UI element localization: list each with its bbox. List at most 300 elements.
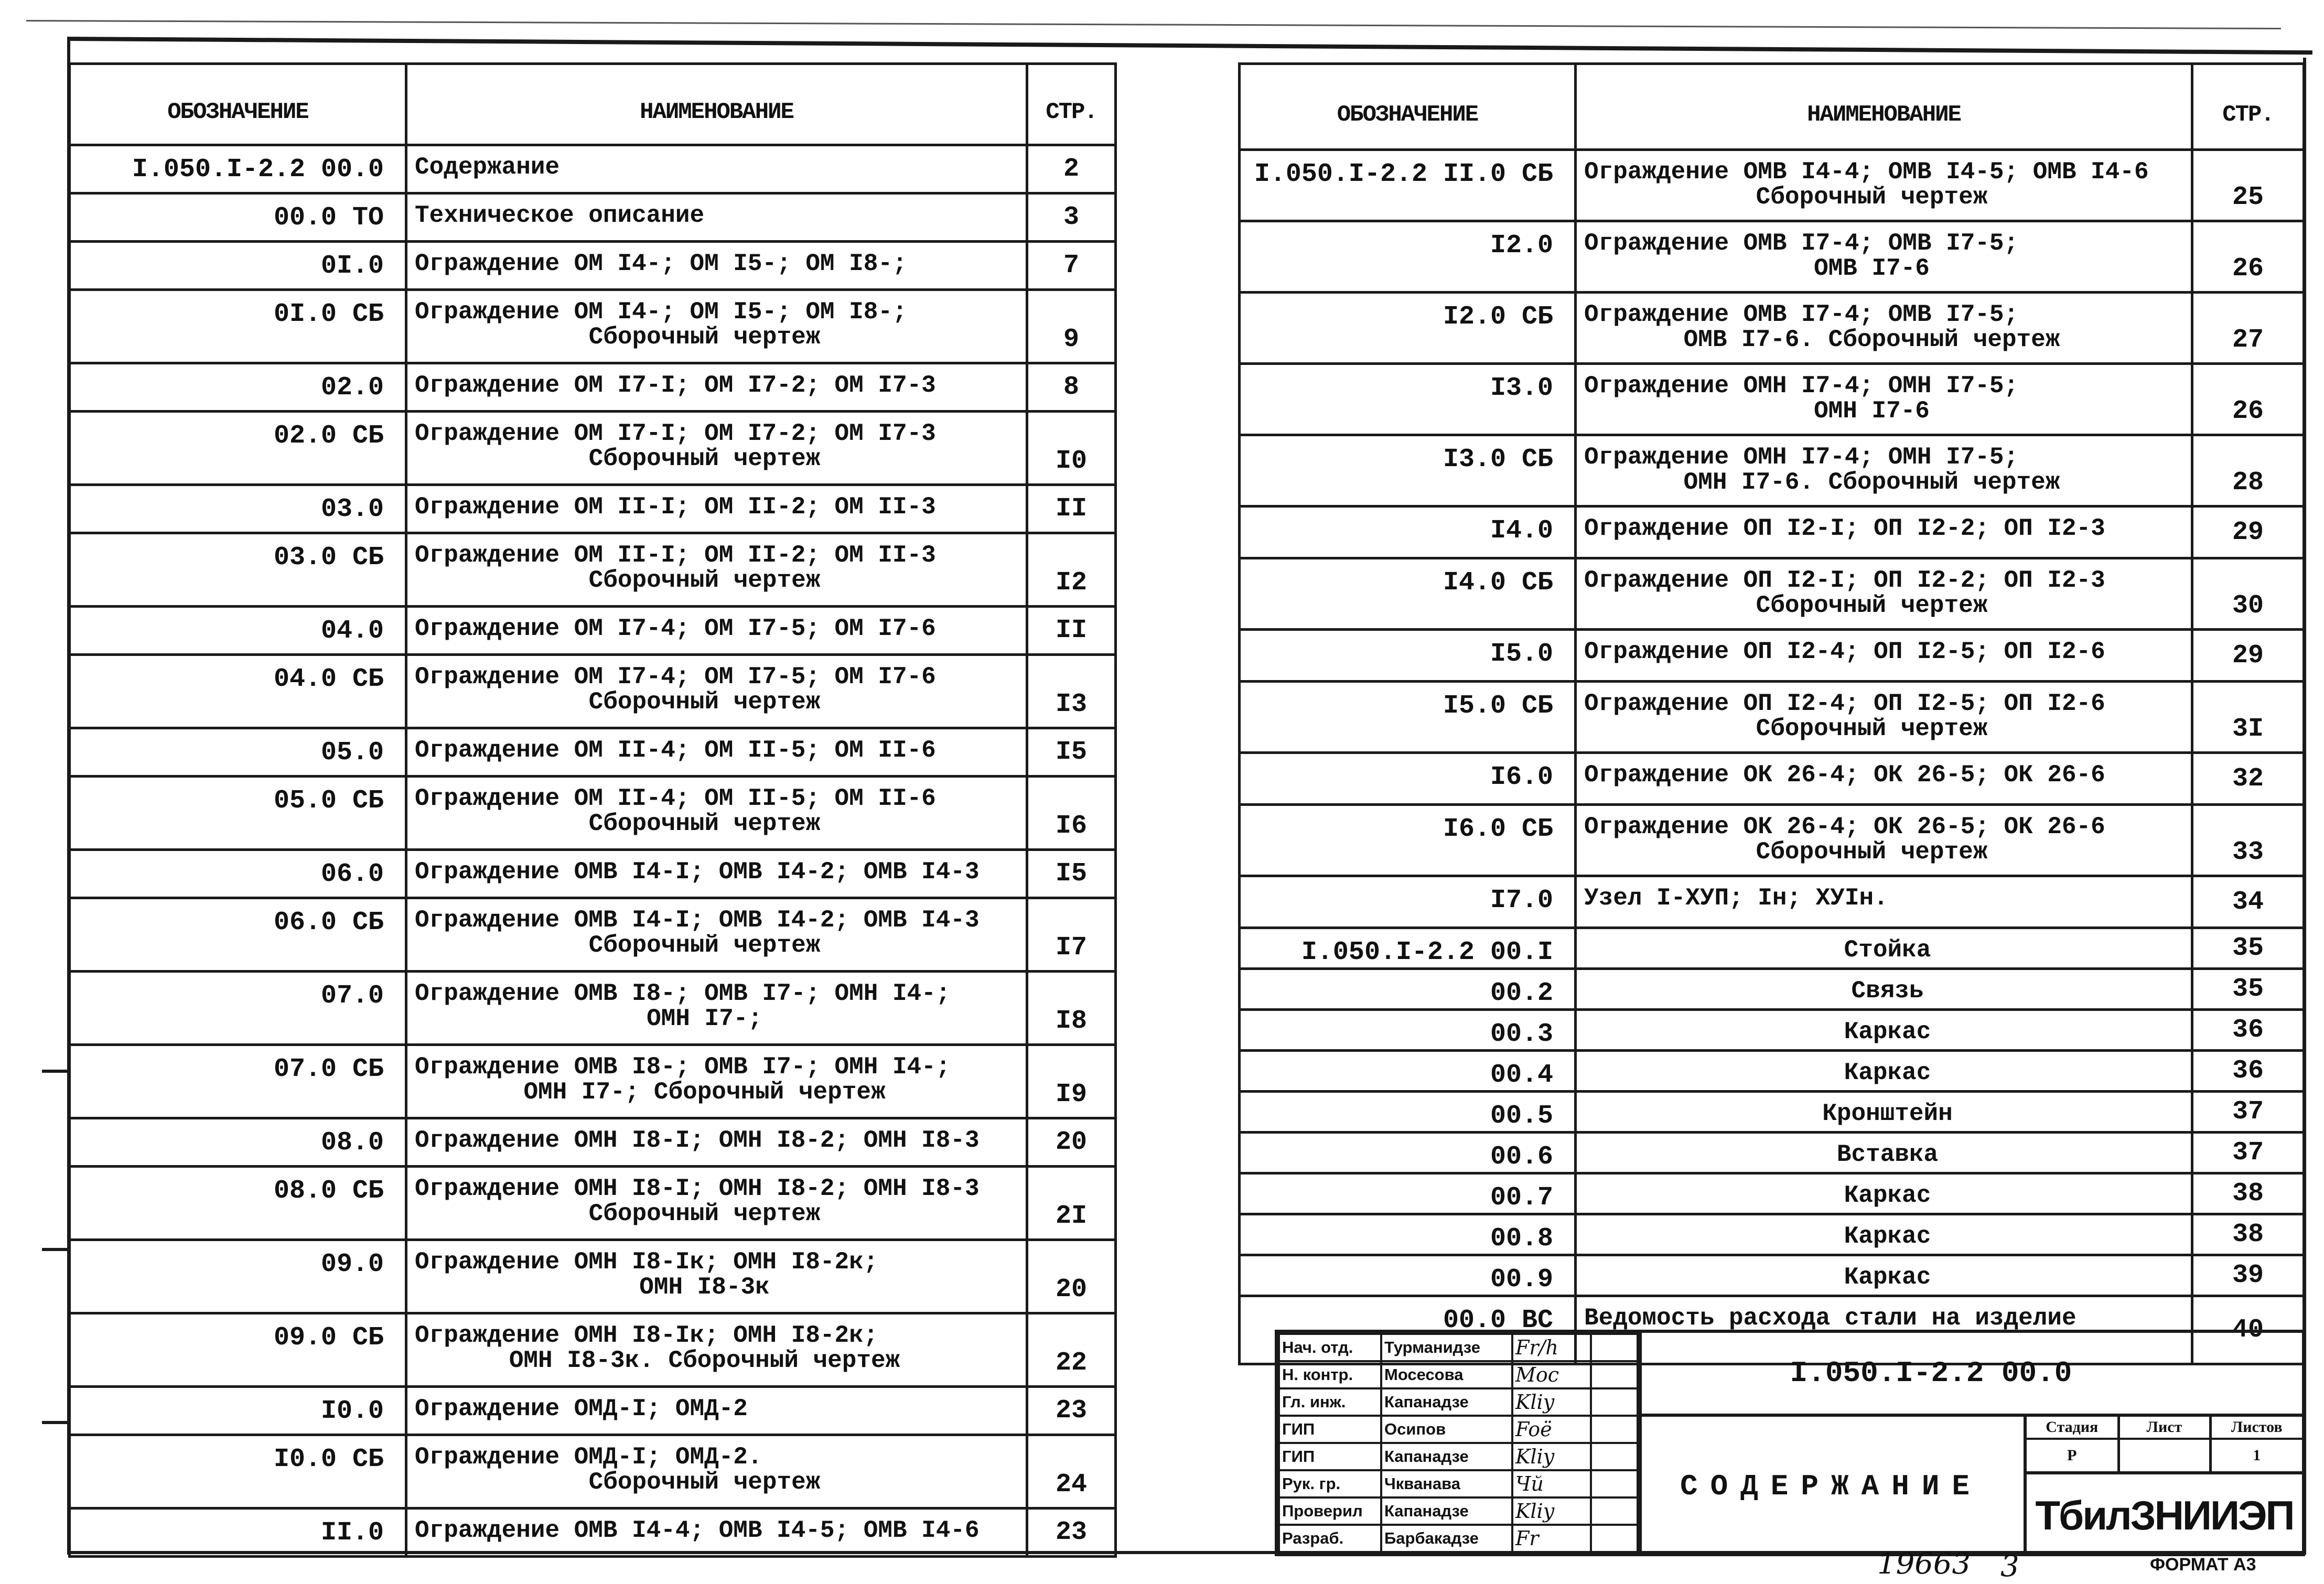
frame-top-border bbox=[68, 37, 2312, 55]
signature-row bbox=[1279, 1416, 1638, 1443]
page-cell: 20 bbox=[1027, 1240, 1116, 1313]
signature-row bbox=[1279, 1443, 1638, 1470]
signature-row bbox=[1279, 1525, 1638, 1552]
name-line-continuation: Сборочный чертеж bbox=[1756, 715, 1988, 742]
role-cell: Н. контр. bbox=[1279, 1361, 1381, 1388]
designation-cell: I.050.I-2.2 00.I bbox=[1240, 928, 1576, 969]
name-cell bbox=[406, 145, 1027, 193]
person-cell: Капанадзе bbox=[1381, 1497, 1512, 1525]
designation-cell: 08.0 СБ bbox=[70, 1167, 406, 1240]
table-row bbox=[1240, 1092, 2304, 1133]
role-cell: Разраб. bbox=[1279, 1525, 1381, 1552]
signature-row bbox=[1279, 1334, 1638, 1361]
stage-value: Р bbox=[2027, 1439, 2118, 1471]
name-cell bbox=[1576, 682, 2192, 753]
date-cell bbox=[1591, 1470, 1638, 1497]
designation-cell: 00.2 bbox=[1240, 969, 1576, 1010]
name-cell bbox=[1576, 558, 2192, 630]
page-cell: 24 bbox=[1027, 1435, 1116, 1508]
page-cell: I8 bbox=[1027, 972, 1116, 1045]
name-line: Каркас bbox=[1844, 1059, 1931, 1086]
name-line-continuation: ОМН I7-; bbox=[647, 1005, 762, 1032]
name-line: Каркас bbox=[1844, 1018, 1931, 1046]
date-cell bbox=[1591, 1388, 1638, 1416]
name-line-continuation: Сборочный чертеж bbox=[588, 810, 821, 837]
designation-cell: 00.7 bbox=[1240, 1173, 1576, 1214]
table-row bbox=[1240, 1010, 2304, 1051]
name-cell bbox=[406, 533, 1027, 607]
table-row bbox=[70, 145, 1116, 193]
designation-cell: I6.0 bbox=[1240, 753, 1576, 805]
designation-cell: I4.0 СБ bbox=[1240, 558, 1576, 630]
designation-cell: 04.0 СБ bbox=[70, 655, 406, 728]
name-cell bbox=[406, 1508, 1027, 1557]
name-line-continuation: Сборочный чертеж bbox=[588, 1200, 821, 1227]
name-line-continuation: ОМВ I7-6 bbox=[1814, 255, 1930, 282]
name-cell bbox=[406, 1167, 1027, 1240]
signature: Kliy bbox=[1512, 1388, 1591, 1416]
name-line: Ограждение ОМ II-I; ОМ II-2; ОМ II-3 bbox=[415, 542, 936, 569]
page-cell: 40 bbox=[2192, 1296, 2304, 1364]
page-cell: 27 bbox=[2192, 293, 2304, 364]
designation-cell: 03.0 СБ bbox=[70, 533, 406, 607]
name-line: Ограждение ОП I2-I; ОП I2-2; ОП I2-3 bbox=[1584, 567, 2105, 594]
table-row bbox=[1240, 293, 2304, 364]
name-cell bbox=[406, 1387, 1027, 1435]
page-cell: 8 bbox=[1027, 363, 1116, 412]
designation-cell: 02.0 bbox=[70, 363, 406, 412]
page-cell: 23 bbox=[1027, 1387, 1116, 1435]
name-line-continuation: ОМВ I7-6. Сборочный чертеж bbox=[1683, 326, 2060, 353]
name-cell bbox=[406, 1045, 1027, 1118]
name-cell bbox=[406, 898, 1027, 972]
name-cell bbox=[1576, 1051, 2192, 1092]
table-row bbox=[1240, 1133, 2304, 1173]
name-cell bbox=[1576, 1133, 2192, 1173]
name-line: Вставка bbox=[1836, 1141, 1939, 1168]
sheet-value bbox=[2118, 1439, 2210, 1471]
date-cell bbox=[1591, 1443, 1638, 1470]
name-cell bbox=[406, 363, 1027, 412]
name-line: Ограждение ОМН I8-I; ОМН I8-2; ОМН I8-3 bbox=[415, 1175, 980, 1202]
stage-label: Стадия bbox=[2027, 1417, 2118, 1439]
name-cell bbox=[1576, 364, 2192, 435]
name-line: Ограждение ОМ II-I; ОМ II-2; ОМ II-3 bbox=[415, 493, 936, 521]
table-row bbox=[70, 1508, 1116, 1557]
designation-cell: 04.0 bbox=[70, 607, 406, 655]
designation-cell: I4.0 bbox=[1240, 507, 1576, 558]
page-cell: 9 bbox=[1027, 290, 1116, 363]
name-cell bbox=[406, 777, 1027, 850]
designation-cell: 09.0 bbox=[70, 1240, 406, 1313]
signature: Kliy bbox=[1512, 1497, 1591, 1525]
page-cell: I2 bbox=[1027, 533, 1116, 607]
name-line: Ограждение ОМВ I4-4; ОМВ I4-5; ОМВ I4-6 bbox=[415, 1517, 980, 1544]
designation-cell: II.0 bbox=[70, 1508, 406, 1557]
table-row bbox=[1240, 805, 2304, 876]
person-cell: Капанадзе bbox=[1381, 1388, 1512, 1416]
document-code: I.050.I-2.2 00.0 bbox=[1639, 1333, 2302, 1417]
page-cell: I9 bbox=[1027, 1045, 1116, 1118]
name-cell bbox=[1576, 435, 2192, 507]
page-cell: II bbox=[1027, 485, 1116, 533]
name-line: Ограждение ОМ I4-; ОМ I5-; ОМ I8-; bbox=[415, 250, 907, 277]
table-row bbox=[70, 412, 1116, 485]
name-cell bbox=[1576, 150, 2192, 221]
page-cell: 22 bbox=[1027, 1313, 1116, 1387]
designation-cell: 00.8 bbox=[1240, 1214, 1576, 1255]
designation-cell: 00.6 bbox=[1240, 1133, 1576, 1173]
table-row bbox=[70, 850, 1116, 898]
binding-mark bbox=[42, 1248, 68, 1251]
page-cell: I6 bbox=[1027, 777, 1116, 850]
name-cell bbox=[406, 1435, 1027, 1508]
name-cell bbox=[406, 485, 1027, 533]
name-cell bbox=[406, 1313, 1027, 1387]
column-header-name: НАИМЕНОВАНИЕ bbox=[1576, 64, 2192, 150]
name-line-continuation: Сборочный чертеж bbox=[588, 567, 821, 594]
page-cell: 37 bbox=[2192, 1133, 2304, 1173]
name-line: Ограждение ОК 26-4; ОК 26-5; ОК 26-6 bbox=[1584, 761, 2105, 789]
designation-cell: I7.0 bbox=[1240, 876, 1576, 928]
date-cell bbox=[1591, 1416, 1638, 1443]
name-line: Ведомость расхода стали на изделие bbox=[1584, 1305, 2076, 1332]
page-cell: 35 bbox=[2192, 969, 2304, 1010]
name-cell bbox=[1576, 1255, 2192, 1296]
page-cell: 34 bbox=[2192, 876, 2304, 928]
role-cell: ГИП bbox=[1279, 1443, 1381, 1470]
person-cell: Осипов bbox=[1381, 1416, 1512, 1443]
name-line: Каркас bbox=[1844, 1182, 1931, 1209]
name-cell bbox=[1576, 1214, 2192, 1255]
designation-cell: I.050.I-2.2 II.0 СБ bbox=[1240, 150, 1576, 221]
name-line: Ограждение ОМВ I7-4; ОМВ I7-5; bbox=[1584, 230, 2019, 257]
name-line-continuation: ОМН I7-; Сборочный чертеж bbox=[523, 1079, 886, 1106]
table-row bbox=[1240, 1214, 2304, 1255]
page-cell: 32 bbox=[2192, 753, 2304, 805]
designation-cell: I3.0 СБ bbox=[1240, 435, 1576, 507]
table-row bbox=[1240, 682, 2304, 753]
name-cell bbox=[406, 412, 1027, 485]
name-cell bbox=[1576, 969, 2192, 1010]
designation-cell: 0I.0 СБ bbox=[70, 290, 406, 363]
designation-cell: 00.9 bbox=[1240, 1255, 1576, 1296]
designation-cell: 09.0 СБ bbox=[70, 1313, 406, 1387]
table-row bbox=[70, 1435, 1116, 1508]
column-header-name: НАИМЕНОВАНИЕ bbox=[406, 64, 1027, 145]
table-row bbox=[70, 533, 1116, 607]
paper-format: ФОРМАТ А3 bbox=[2150, 1555, 2256, 1575]
designation-cell: 06.0 СБ bbox=[70, 898, 406, 972]
name-line-continuation: ОМН I7-6. Сборочный чертеж bbox=[1683, 469, 2060, 496]
name-line: Ограждение ОМВ I8-; ОМВ I7-; ОМН I4-; bbox=[415, 980, 951, 1007]
table-row bbox=[1240, 435, 2304, 507]
name-line: Каркас bbox=[1844, 1264, 1931, 1291]
name-line-continuation: Сборочный чертеж bbox=[588, 932, 821, 959]
name-line-continuation: Сборочный чертеж bbox=[588, 688, 821, 716]
name-cell bbox=[1576, 876, 2192, 928]
name-line: Ограждение ОМН I8-Iк; ОМН I8-2к; bbox=[415, 1248, 878, 1276]
page-cell: 29 bbox=[2192, 630, 2304, 682]
table-row bbox=[70, 1118, 1116, 1167]
name-cell bbox=[1576, 805, 2192, 876]
page-cell: I5 bbox=[1027, 850, 1116, 898]
table-row bbox=[1240, 1173, 2304, 1214]
signature: Moc bbox=[1512, 1361, 1591, 1388]
name-line: Ограждение ОМВ I7-4; ОМВ I7-5; bbox=[1584, 301, 2019, 328]
name-line: Ограждение ОМ I7-4; ОМ I7-5; ОМ I7-6 bbox=[415, 663, 936, 691]
table-row bbox=[1240, 630, 2304, 682]
name-cell bbox=[1576, 1173, 2192, 1214]
name-line-continuation: Сборочный чертеж bbox=[588, 445, 821, 472]
document-title: СОДЕРЖАНИЕ bbox=[1639, 1417, 2027, 1556]
page-cell: 29 bbox=[2192, 507, 2304, 558]
page-cell: 2 bbox=[1027, 145, 1116, 193]
designation-cell: 07.0 СБ bbox=[70, 1045, 406, 1118]
designation-cell: I.050.I-2.2 00.0 bbox=[70, 145, 406, 193]
name-cell bbox=[406, 728, 1027, 777]
column-header-designation: ОБОЗНАЧЕНИЕ bbox=[70, 64, 406, 145]
name-line: Ограждение ОМВ I4-4; ОМВ I4-5; ОМВ I4-6 bbox=[1584, 158, 2149, 186]
name-line: Каркас bbox=[1844, 1223, 1931, 1250]
name-line: Связь bbox=[1851, 977, 1924, 1005]
designation-cell: I3.0 bbox=[1240, 364, 1576, 435]
signature-row bbox=[1279, 1497, 1638, 1525]
name-line-continuation: ОМН I8-3к bbox=[639, 1274, 770, 1301]
name-line: Ограждение ОМН I7-4; ОМН I7-5; bbox=[1584, 444, 2019, 471]
table-row bbox=[1240, 876, 2304, 928]
designation-cell: I2.0 СБ bbox=[1240, 293, 1576, 364]
name-line: Ограждение ОМД-I; ОМД-2. bbox=[415, 1443, 762, 1471]
table-row bbox=[1240, 928, 2304, 969]
role-cell: Нач. отд. bbox=[1279, 1334, 1381, 1361]
name-cell bbox=[406, 1118, 1027, 1167]
name-line: Кронштейн bbox=[1822, 1100, 1953, 1127]
signature: Kliy bbox=[1512, 1443, 1591, 1470]
page-cell: 35 bbox=[2192, 928, 2304, 969]
page-cell: 28 bbox=[2192, 435, 2304, 507]
name-cell bbox=[406, 193, 1027, 242]
person-cell: Чкванава bbox=[1381, 1470, 1512, 1497]
name-line-continuation: ОМН I8-3к. Сборочный чертеж bbox=[509, 1347, 900, 1374]
table-row bbox=[70, 898, 1116, 972]
sheets-label: Листов bbox=[2210, 1417, 2302, 1439]
signature: Foë bbox=[1512, 1416, 1591, 1443]
name-line-continuation: Сборочный чертеж bbox=[588, 1469, 821, 1496]
designation-cell: 00.0 ВС bbox=[1240, 1296, 1576, 1364]
page-cell: I0 bbox=[1027, 412, 1116, 485]
designation-cell: I0.0 СБ bbox=[70, 1435, 406, 1508]
name-line: Ограждение ОМ II-4; ОМ II-5; ОМ II-6 bbox=[415, 737, 936, 764]
designation-cell: 02.0 СБ bbox=[70, 412, 406, 485]
binding-mark bbox=[42, 1421, 68, 1424]
role-cell: ГИП bbox=[1279, 1416, 1381, 1443]
person-cell: Мосесова bbox=[1381, 1361, 1512, 1388]
name-line: Ограждение ОМН I8-Iк; ОМН I8-2к; bbox=[415, 1322, 878, 1349]
table-row bbox=[70, 728, 1116, 777]
designation-cell: I0.0 bbox=[70, 1387, 406, 1435]
table-row bbox=[70, 655, 1116, 728]
name-line-continuation: Сборочный чертеж bbox=[588, 324, 821, 351]
table-row bbox=[70, 193, 1116, 242]
designation-cell: I2.0 bbox=[1240, 221, 1576, 293]
name-cell bbox=[406, 242, 1027, 290]
page-cell: 25 bbox=[2192, 150, 2304, 221]
contents-table-left bbox=[68, 62, 1117, 1558]
name-line: Содержание bbox=[415, 154, 560, 181]
page-cell: I7 bbox=[1027, 898, 1116, 972]
name-cell bbox=[1576, 630, 2192, 682]
table-row bbox=[1240, 221, 2304, 293]
stage-sheet-table bbox=[2027, 1417, 2302, 1474]
name-cell bbox=[406, 655, 1027, 728]
table-row bbox=[1240, 969, 2304, 1010]
table-row bbox=[70, 777, 1116, 850]
page-cell: 33 bbox=[2192, 805, 2304, 876]
name-cell bbox=[1576, 507, 2192, 558]
table-row bbox=[70, 485, 1116, 533]
designation-cell: I6.0 СБ bbox=[1240, 805, 1576, 876]
page-cell: 36 bbox=[2192, 1010, 2304, 1051]
name-cell bbox=[1576, 928, 2192, 969]
name-line: Узел I-ХУП; Iн; ХУIн. bbox=[1584, 885, 1888, 912]
designation-cell: 08.0 bbox=[70, 1118, 406, 1167]
page-cell: II bbox=[1027, 607, 1116, 655]
page-cell: 2I bbox=[1027, 1167, 1116, 1240]
sheet-mark: 3 bbox=[2000, 1549, 2019, 1583]
name-line-continuation: Сборочный чертеж bbox=[1756, 592, 1988, 619]
name-cell bbox=[406, 850, 1027, 898]
column-header-designation: ОБОЗНАЧЕНИЕ bbox=[1240, 64, 1576, 150]
page-cell: 3I bbox=[2192, 682, 2304, 753]
table-row bbox=[70, 363, 1116, 412]
name-line: Ограждение ОМН I8-I; ОМН I8-2; ОМН I8-3 bbox=[415, 1127, 980, 1154]
name-line: Техническое описание bbox=[415, 202, 705, 229]
page-cell: 26 bbox=[2192, 221, 2304, 293]
inventory-number: 19663 bbox=[1877, 1547, 1971, 1581]
name-line: Ограждение ОМН I7-4; ОМН I7-5; bbox=[1584, 372, 2019, 400]
name-line: Ограждение ОМВ I4-I; ОМВ I4-2; ОМВ I4-3 bbox=[415, 858, 980, 886]
date-cell bbox=[1591, 1334, 1638, 1361]
name-cell bbox=[1576, 753, 2192, 805]
name-cell bbox=[406, 972, 1027, 1045]
table-row bbox=[70, 242, 1116, 290]
name-line-continuation: Сборочный чертеж bbox=[1756, 838, 1988, 866]
page-cell: 30 bbox=[2192, 558, 2304, 630]
sheets-value: 1 bbox=[2253, 1447, 2261, 1464]
page-cell: 3 bbox=[1027, 193, 1116, 242]
name-line: Ограждение ОП I2-I; ОП I2-2; ОП I2-3 bbox=[1584, 515, 2105, 542]
page-cell: 7 bbox=[1027, 242, 1116, 290]
title-block-main bbox=[1639, 1330, 2305, 1556]
signature: Чй bbox=[1512, 1470, 1591, 1497]
person-cell: Барбакадзе bbox=[1381, 1525, 1512, 1552]
name-cell bbox=[406, 1240, 1027, 1313]
page-cell: I3 bbox=[1027, 655, 1116, 728]
date-cell bbox=[1591, 1497, 1638, 1525]
table-row bbox=[1240, 507, 2304, 558]
table-row bbox=[1240, 1255, 2304, 1296]
person-cell: Турманидзе bbox=[1381, 1334, 1512, 1361]
table-row bbox=[70, 1167, 1116, 1240]
name-cell bbox=[1576, 293, 2192, 364]
column-header-page: СТР. bbox=[1027, 64, 1116, 145]
designation-cell: 06.0 bbox=[70, 850, 406, 898]
designation-cell: I5.0 bbox=[1240, 630, 1576, 682]
page-cell: 36 bbox=[2192, 1051, 2304, 1092]
designation-cell: I5.0 СБ bbox=[1240, 682, 1576, 753]
page-cell: 39 bbox=[2192, 1255, 2304, 1296]
date-cell bbox=[1591, 1361, 1638, 1388]
name-cell bbox=[406, 290, 1027, 363]
name-line: Ограждение ОМ I4-; ОМ I5-; ОМ I8-; bbox=[415, 298, 907, 326]
designation-cell: 00.4 bbox=[1240, 1051, 1576, 1092]
title-block-signatures bbox=[1275, 1330, 1642, 1556]
table-row bbox=[1240, 753, 2304, 805]
name-line-continuation: Сборочный чертеж bbox=[1756, 184, 1988, 211]
designation-cell: 03.0 bbox=[70, 485, 406, 533]
name-cell bbox=[406, 607, 1027, 655]
name-line: Стойка bbox=[1844, 936, 1931, 964]
designation-cell: 07.0 bbox=[70, 972, 406, 1045]
name-line: Ограждение ОК 26-4; ОК 26-5; ОК 26-6 bbox=[1584, 813, 2105, 841]
page-cell: 38 bbox=[2192, 1173, 2304, 1214]
name-line: Ограждение ОМД-I; ОМД-2 bbox=[415, 1395, 748, 1423]
role-cell: Проверил bbox=[1279, 1497, 1381, 1525]
column-header-page: СТР. bbox=[2192, 64, 2304, 150]
name-line: Ограждение ОМ I7-4; ОМ I7-5; ОМ I7-6 bbox=[415, 615, 936, 642]
table-row bbox=[70, 290, 1116, 363]
designation-cell: 0I.0 bbox=[70, 242, 406, 290]
table-row bbox=[70, 1387, 1116, 1435]
role-cell: Гл. инж. bbox=[1279, 1388, 1381, 1416]
name-cell bbox=[1576, 1010, 2192, 1051]
signature-row bbox=[1279, 1388, 1638, 1416]
page-cell: I5 bbox=[1027, 728, 1116, 777]
designation-cell: 05.0 bbox=[70, 728, 406, 777]
table-row bbox=[1240, 364, 2304, 435]
designation-cell: 05.0 СБ bbox=[70, 777, 406, 850]
name-line: Ограждение ОМВ I8-; ОМВ I7-; ОМН I4-; bbox=[415, 1053, 951, 1081]
organization-name: ТбилЗНИИЭП bbox=[2035, 1492, 2294, 1538]
sheet-label: Лист bbox=[2118, 1417, 2210, 1439]
page-cell: 23 bbox=[1027, 1508, 1116, 1557]
table-row bbox=[1240, 150, 2304, 221]
name-line: Ограждение ОП I2-4; ОП I2-5; ОП I2-6 bbox=[1584, 690, 2105, 717]
name-line-continuation: ОМН I7-6 bbox=[1814, 397, 1930, 425]
person-cell: Капанадзе bbox=[1381, 1443, 1512, 1470]
signature-row bbox=[1279, 1470, 1638, 1497]
designation-cell: 00.3 bbox=[1240, 1010, 1576, 1051]
signature-row bbox=[1279, 1361, 1638, 1388]
table-row bbox=[1240, 1051, 2304, 1092]
designation-cell: 00.0 ТО bbox=[70, 193, 406, 242]
table-row bbox=[70, 1240, 1116, 1313]
page-cell: 37 bbox=[2192, 1092, 2304, 1133]
name-line: Ограждение ОМВ I4-I; ОМВ I4-2; ОМВ I4-3 bbox=[415, 907, 980, 934]
name-line: Ограждение ОМ I7-I; ОМ I7-2; ОМ I7-3 bbox=[415, 372, 936, 399]
page-cell: 38 bbox=[2192, 1214, 2304, 1255]
signature: Fr/h bbox=[1512, 1334, 1591, 1361]
name-cell bbox=[1576, 221, 2192, 293]
frame-edge-line bbox=[26, 20, 2281, 29]
name-cell bbox=[1576, 1092, 2192, 1133]
designation-cell: 00.5 bbox=[1240, 1092, 1576, 1133]
signature: Fr bbox=[1512, 1525, 1591, 1552]
binding-mark bbox=[42, 1070, 68, 1073]
page-cell: 20 bbox=[1027, 1118, 1116, 1167]
table-row bbox=[70, 1045, 1116, 1118]
